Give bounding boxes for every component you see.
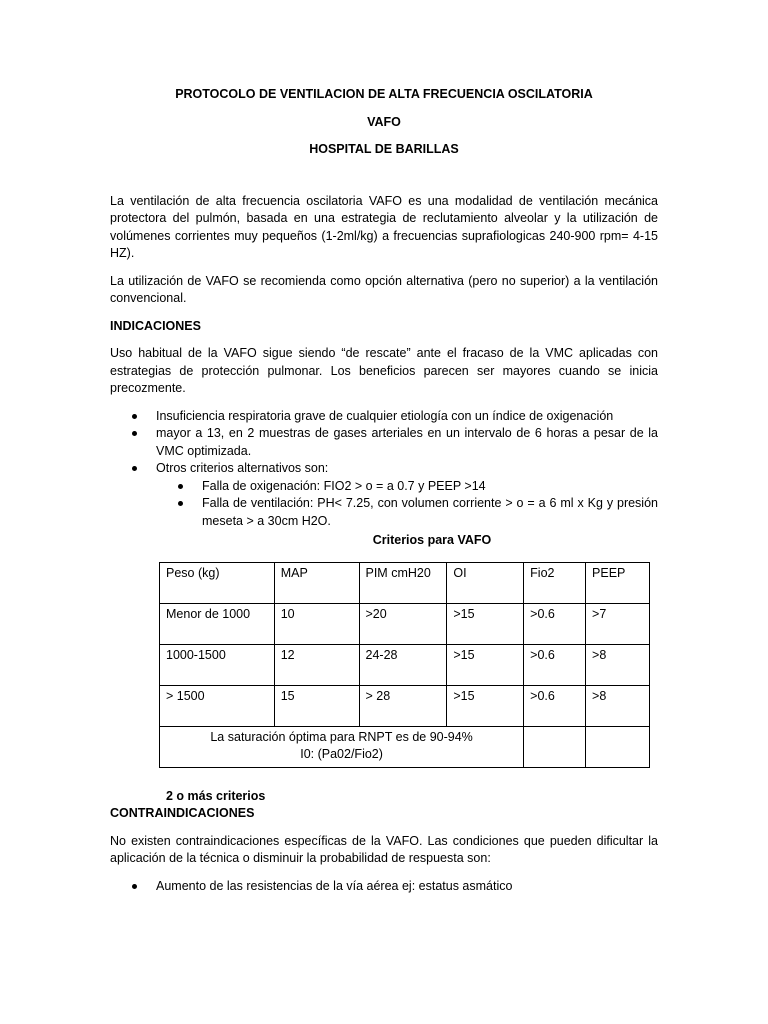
table-cell: >0.6: [524, 644, 586, 685]
indicaciones-paragraph: Uso habitual de la VAFO sigue siendo “de rescate” ante el fracaso de la VMC aplicadas con estrategias de protección pulmonar. Los beneficios parecen ser mayores cuando se inicia precozmente.: [110, 346, 658, 395]
document-page: [110, 86, 658, 895]
table-cell: >15: [447, 644, 524, 685]
table-cell: 15: [274, 685, 359, 726]
table-cell: >15: [447, 685, 524, 726]
intro-paragraph-2: La utilización de VAFO se recomienda como opción alternativa (pero no superior) a la ventilación convencional.: [110, 273, 658, 305]
contraindicaciones-paragraph: No existen contraindicaciones específicas de la VAFO. Las condiciones que pueden dificultar la aplicación de la técnica o disminuir la probabilidad de respuesta son:: [110, 833, 658, 865]
table-header-row: [160, 562, 650, 603]
list-item: Falla de oxigenación: FIO2 > o = a 0.7 y PEEP >14: [156, 478, 658, 496]
list-item: Insuficiencia respiratoria grave de cualquier etiología con un índice de oxigenación: [110, 408, 658, 426]
table-cell: > 28: [359, 685, 447, 726]
table-header-cell: Peso (kg): [160, 562, 275, 603]
saturation-note: La saturación óptima para RNPT es de 90-94%: [210, 729, 473, 744]
list-item: Falla de ventilación: PH< 7.25, con volumen corriente > o = a 6 ml x Kg y presión meseta > a 30cm H2O.: [156, 495, 658, 530]
intro-paragraph-1: La ventilación de alta frecuencia oscilatoria VAFO es una modalidad de ventilación mecánica protectora del pulmón, basada en una estrategia de reclutamiento alveolar y la utilización de volúmenes corrientes muy pequeños (1-2ml/kg) a frecuencias suprafiologicas 240-900 rpm= 4-15 HZ).: [110, 193, 658, 260]
table-empty-cell: [586, 726, 650, 767]
table-header-cell: OI: [447, 562, 524, 603]
contraindicaciones-heading: CONTRAINDICACIONES: [110, 806, 255, 820]
table-cell: >8: [586, 685, 650, 726]
table-footer-cell: [160, 726, 524, 767]
table-cell: 1000-1500: [160, 644, 275, 685]
table-caption: Criterios para VAFO: [372, 533, 492, 547]
table-cell: >0.6: [524, 685, 586, 726]
table-cell: >8: [586, 644, 650, 685]
table-header-cell: MAP: [274, 562, 359, 603]
criterios-alternativos-list: [156, 478, 658, 531]
table-header-cell: PEEP: [586, 562, 650, 603]
list-item: Aumento de las resistencias de la vía aérea ej: estatus asmático: [110, 878, 658, 896]
table-empty-cell: [524, 726, 586, 767]
table-cell: >0.6: [524, 603, 586, 644]
table-cell: >15: [447, 603, 524, 644]
table-row: [160, 685, 650, 726]
document-subtitle-vafo: VAFO: [367, 114, 401, 129]
table-cell: 12: [274, 644, 359, 685]
criterios-table: [159, 562, 650, 768]
table-cell: >7: [586, 603, 650, 644]
table-header-cell: PIM cmH20: [359, 562, 447, 603]
table-footer-row: [160, 726, 650, 767]
indicaciones-list: [110, 408, 658, 478]
table-cell: Menor de 1000: [160, 603, 275, 644]
table-cell: >20: [359, 603, 447, 644]
document-title: PROTOCOLO DE VENTILACION DE ALTA FRECUENCIA OSCILATORIA: [175, 87, 593, 101]
table-row: [160, 644, 650, 685]
document-subtitle-hospital: HOSPITAL DE BARILLAS: [309, 142, 459, 156]
criteria-note: 2 o más criterios: [166, 788, 266, 803]
table-cell: > 1500: [160, 685, 275, 726]
table-cell: 24-28: [359, 644, 447, 685]
oi-formula-note: I0: (Pa02/Fio2): [300, 746, 383, 761]
indicaciones-heading: INDICACIONES: [110, 318, 201, 333]
table-header-cell: Fio2: [524, 562, 586, 603]
list-item: mayor a 13, en 2 muestras de gases arteriales en un intervalo de 6 horas a pesar de la VMC optimizada.: [110, 425, 658, 460]
list-item: Otros criterios alternativos son:: [110, 460, 658, 478]
table-row: [160, 603, 650, 644]
table-cell: 10: [274, 603, 359, 644]
contraindicaciones-list: [110, 878, 658, 896]
